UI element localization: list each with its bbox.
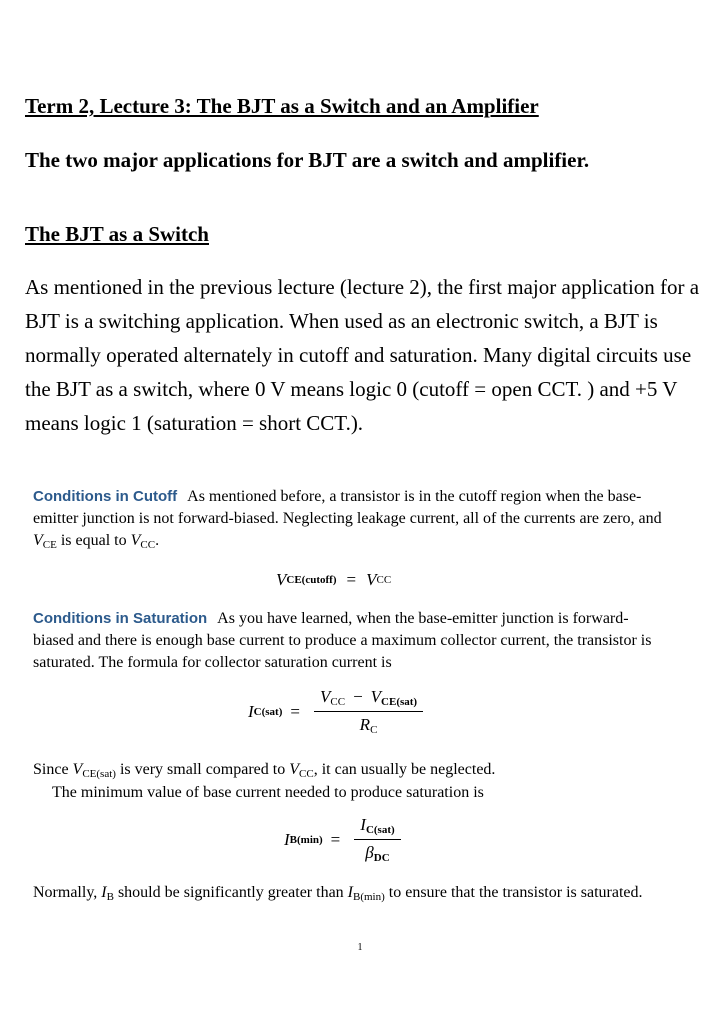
cutoff-equation: V CE(cutoff) = V CC [276, 570, 392, 589]
base-minimum-equation: I B(min) = $\frac{\text{IC(sat)}}{\text{βDC}}$ [284, 815, 407, 864]
minimum-paragraph: The minimum value of base current needed to produce saturation is [52, 784, 484, 801]
cutoff-paragraph: Conditions in Cutoff As mentioned before, a transistor is in the cutoff region when the base-emitter junction is not forward-biased. Neglecting leakage current, all of the currents are zero, and $V_{CE}$ is equal to $V_{CC}$. [33, 488, 662, 551]
cutoff-heading: Conditions in Cutoff [33, 488, 178, 505]
saturation-heading: Conditions in Saturation [33, 610, 208, 627]
saturation-paragraph: Conditions in Saturation As you have learned, when the base-emitter junction is forward-biased and there is enough base current to produce a maximum collector current, the transistor is saturated. The formula for collector saturation current is [33, 610, 652, 671]
normally-paragraph: Normally, $I_B$ should be significantly greater than $I_{B(min)}$ to ensure that the transistor is saturated. [33, 884, 643, 903]
section-heading: The BJT as a Switch [25, 222, 209, 246]
page-number: 1 [357, 942, 363, 953]
page-title: Term 2, Lecture 3: The BJT as a Switch and an Amplifier [25, 94, 539, 118]
body-paragraph: As mentioned in the previous lecture (lecture 2), the first major application for a BJT is a switching application. When used as an electronic switch, a BJT is normally operated alternately in cutoff and saturation. Many digital circuits use the BJT as a switch, where 0 V means logic 0 (cutoff = open CCT. ) and +5 V means logic 1 (saturation = short CCT.). [25, 275, 700, 435]
since-paragraph: Since $V_{CE(sat)}$ is very small compared to $V_{CC}$, it can usually be neglected. [33, 761, 496, 780]
intro-statement: The two major applications for BJT are a switch and amplifier. [25, 148, 590, 172]
collector-saturation-equation: I C(sat) = $\frac{V_{CC} - VCE(sat)}{R_C}$ [248, 687, 429, 736]
